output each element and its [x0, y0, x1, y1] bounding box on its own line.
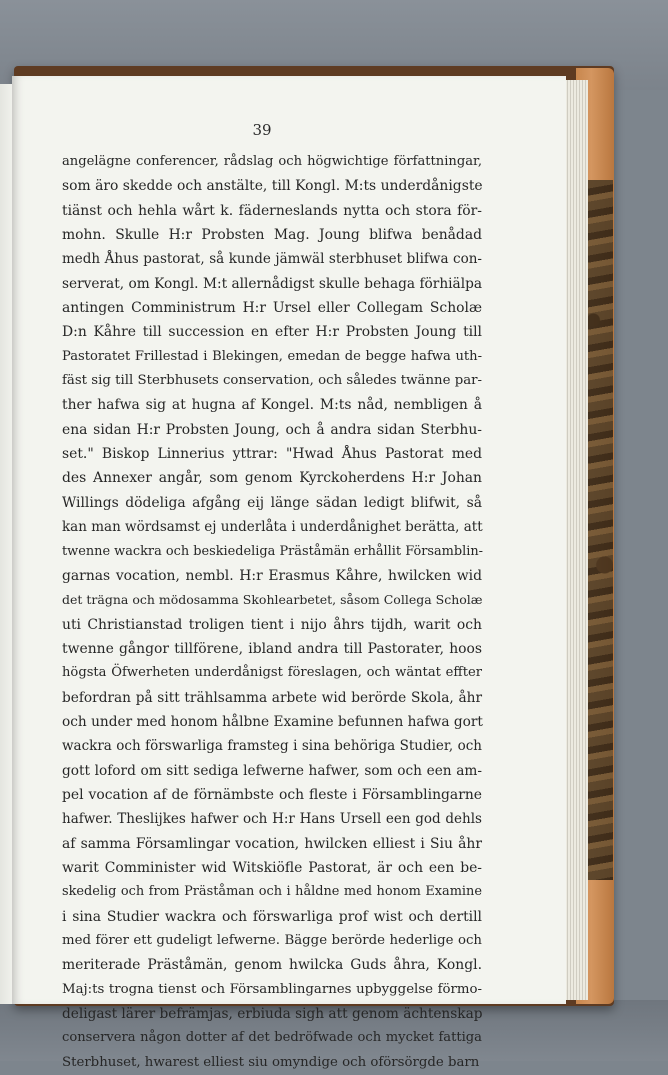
- text-line: ther hafwa sig at hugna af Kongel. M:ts nåd, nembligen å: [62, 397, 482, 414]
- text-line: Pastoratet Frillestad i Blekingen, emedan de begge hafwa uth-: [62, 348, 482, 364]
- text-line: med förer ett gudeligt lefwerne. Bägge berörde hederlige och: [62, 933, 482, 948]
- text-line: och under med honom hålbne Examine befunnen hafwa gort: [62, 713, 483, 730]
- text-line: angelägne conferencer, rådslag och högwichtige författningar,: [62, 154, 482, 169]
- text-line: hafwer. Theslijkes hafwer och H:r Hans Ursell een god dehls: [62, 811, 482, 828]
- text-line: i sina Studier wackra och förswarliga prof wist och dertill: [62, 908, 482, 925]
- text-line: befordran på sitt trählsamma arbete wid berörde Skola, åhr: [62, 689, 482, 706]
- text-line: wackra och förswarliga framsteg i sina behöriga Studier, och: [62, 738, 482, 755]
- text-line: set." Biskop Linnerius yttrar: "Hwad Åhus Pastorat med: [62, 446, 482, 463]
- text-line: twenne wackra och beskiedeliga Präståmän erhållit Församblin-: [62, 543, 484, 559]
- text-line: conservera någon dotter af det bedröfwade och mycket fattiga: [62, 1030, 482, 1046]
- text-line: twenne gångor tillförene, ibland andra till Pastorater, hoos: [62, 640, 482, 657]
- text-line: serverat, om Kongl. M:t allernådigst skulle behaga förhiälpa: [62, 275, 482, 292]
- text-line: ena sidan H:r Probsten Joung, och å andra sidan Sterbhu-: [62, 421, 482, 438]
- text-line: meriterade Präståmän, genom hwilcka Guds åhra, Kongl.: [62, 957, 482, 974]
- text-line: tiänst och hehla wårt k. fäderneslands nytta och stora för-: [62, 202, 482, 219]
- text-line: deligast lärer befrämjas, erbiuda sigh att genom ächtenskap: [62, 1006, 483, 1023]
- book-page: [12, 76, 566, 1070]
- text-line: af samma Församlingar vocation, hwilcken elliest i Siu åhr: [62, 835, 482, 852]
- body-text: [62, 150, 482, 1075]
- text-line: mohn. Skulle H:r Probsten Mag. Joung blifwa benådad: [62, 227, 482, 244]
- text-line: medh Åhus pastorat, så kunde jämwäl sterbhuset blifwa con-: [62, 251, 482, 268]
- text-line: kan man wördsamst ej underlåta i underdånighet berätta, att: [62, 519, 483, 536]
- text-line: des Annexer angår, som genom Kyrckoherdens H:r Johan: [62, 470, 482, 487]
- text-line: skedelig och from Präståman och i håldne med honom Examine: [62, 884, 482, 900]
- text-line: garnas vocation, nembl. H:r Erasmus Kåhre, hwilcken wid: [62, 567, 482, 584]
- text-line: som äro skedde och anstälte, till Kongl. M:ts underdånigste: [62, 178, 483, 195]
- text-line: D:n Kåhre till succession en efter H:r Probsten Joung till: [62, 324, 482, 341]
- text-line: högsta Öfwerheten underdånigst föreslagen, och wäntat effter: [62, 665, 482, 681]
- text-line: warit Comminister wid Witskiöfle Pastorat, är och een be-: [62, 859, 482, 876]
- text-line: det trägna och mödosamma Skohlearbetet, såsom Collega Scholæ: [62, 592, 483, 608]
- text-line: Sterbhuset, hwarest elliest siu omyndige och oförsörgde barn: [62, 1054, 480, 1070]
- text-line: Willings dödeliga afgång eij länge sädan ledigt blifwit, så: [62, 494, 482, 511]
- text-line: uti Christianstad troligen tient i nijo åhrs tijdh, warit och: [62, 616, 482, 633]
- text-line: pel vocation af de förnämbste och fleste i Församblingarne: [62, 786, 482, 803]
- text-line: gott loford om sitt sediga lefwerne hafwer, som och een am-: [62, 762, 482, 779]
- page-number: 39: [252, 121, 272, 139]
- marbled-cover-pattern: [585, 180, 613, 880]
- text-line: Maj:ts trogna tienst och Församblingarnes upbyggelse förmo-: [62, 981, 482, 997]
- text-line: fäst sig till Sterbhusets conservation, och således twänne par-: [62, 373, 482, 389]
- text-line: antingen Comministrum H:r Ursel eller Collegam Scholæ: [62, 300, 482, 317]
